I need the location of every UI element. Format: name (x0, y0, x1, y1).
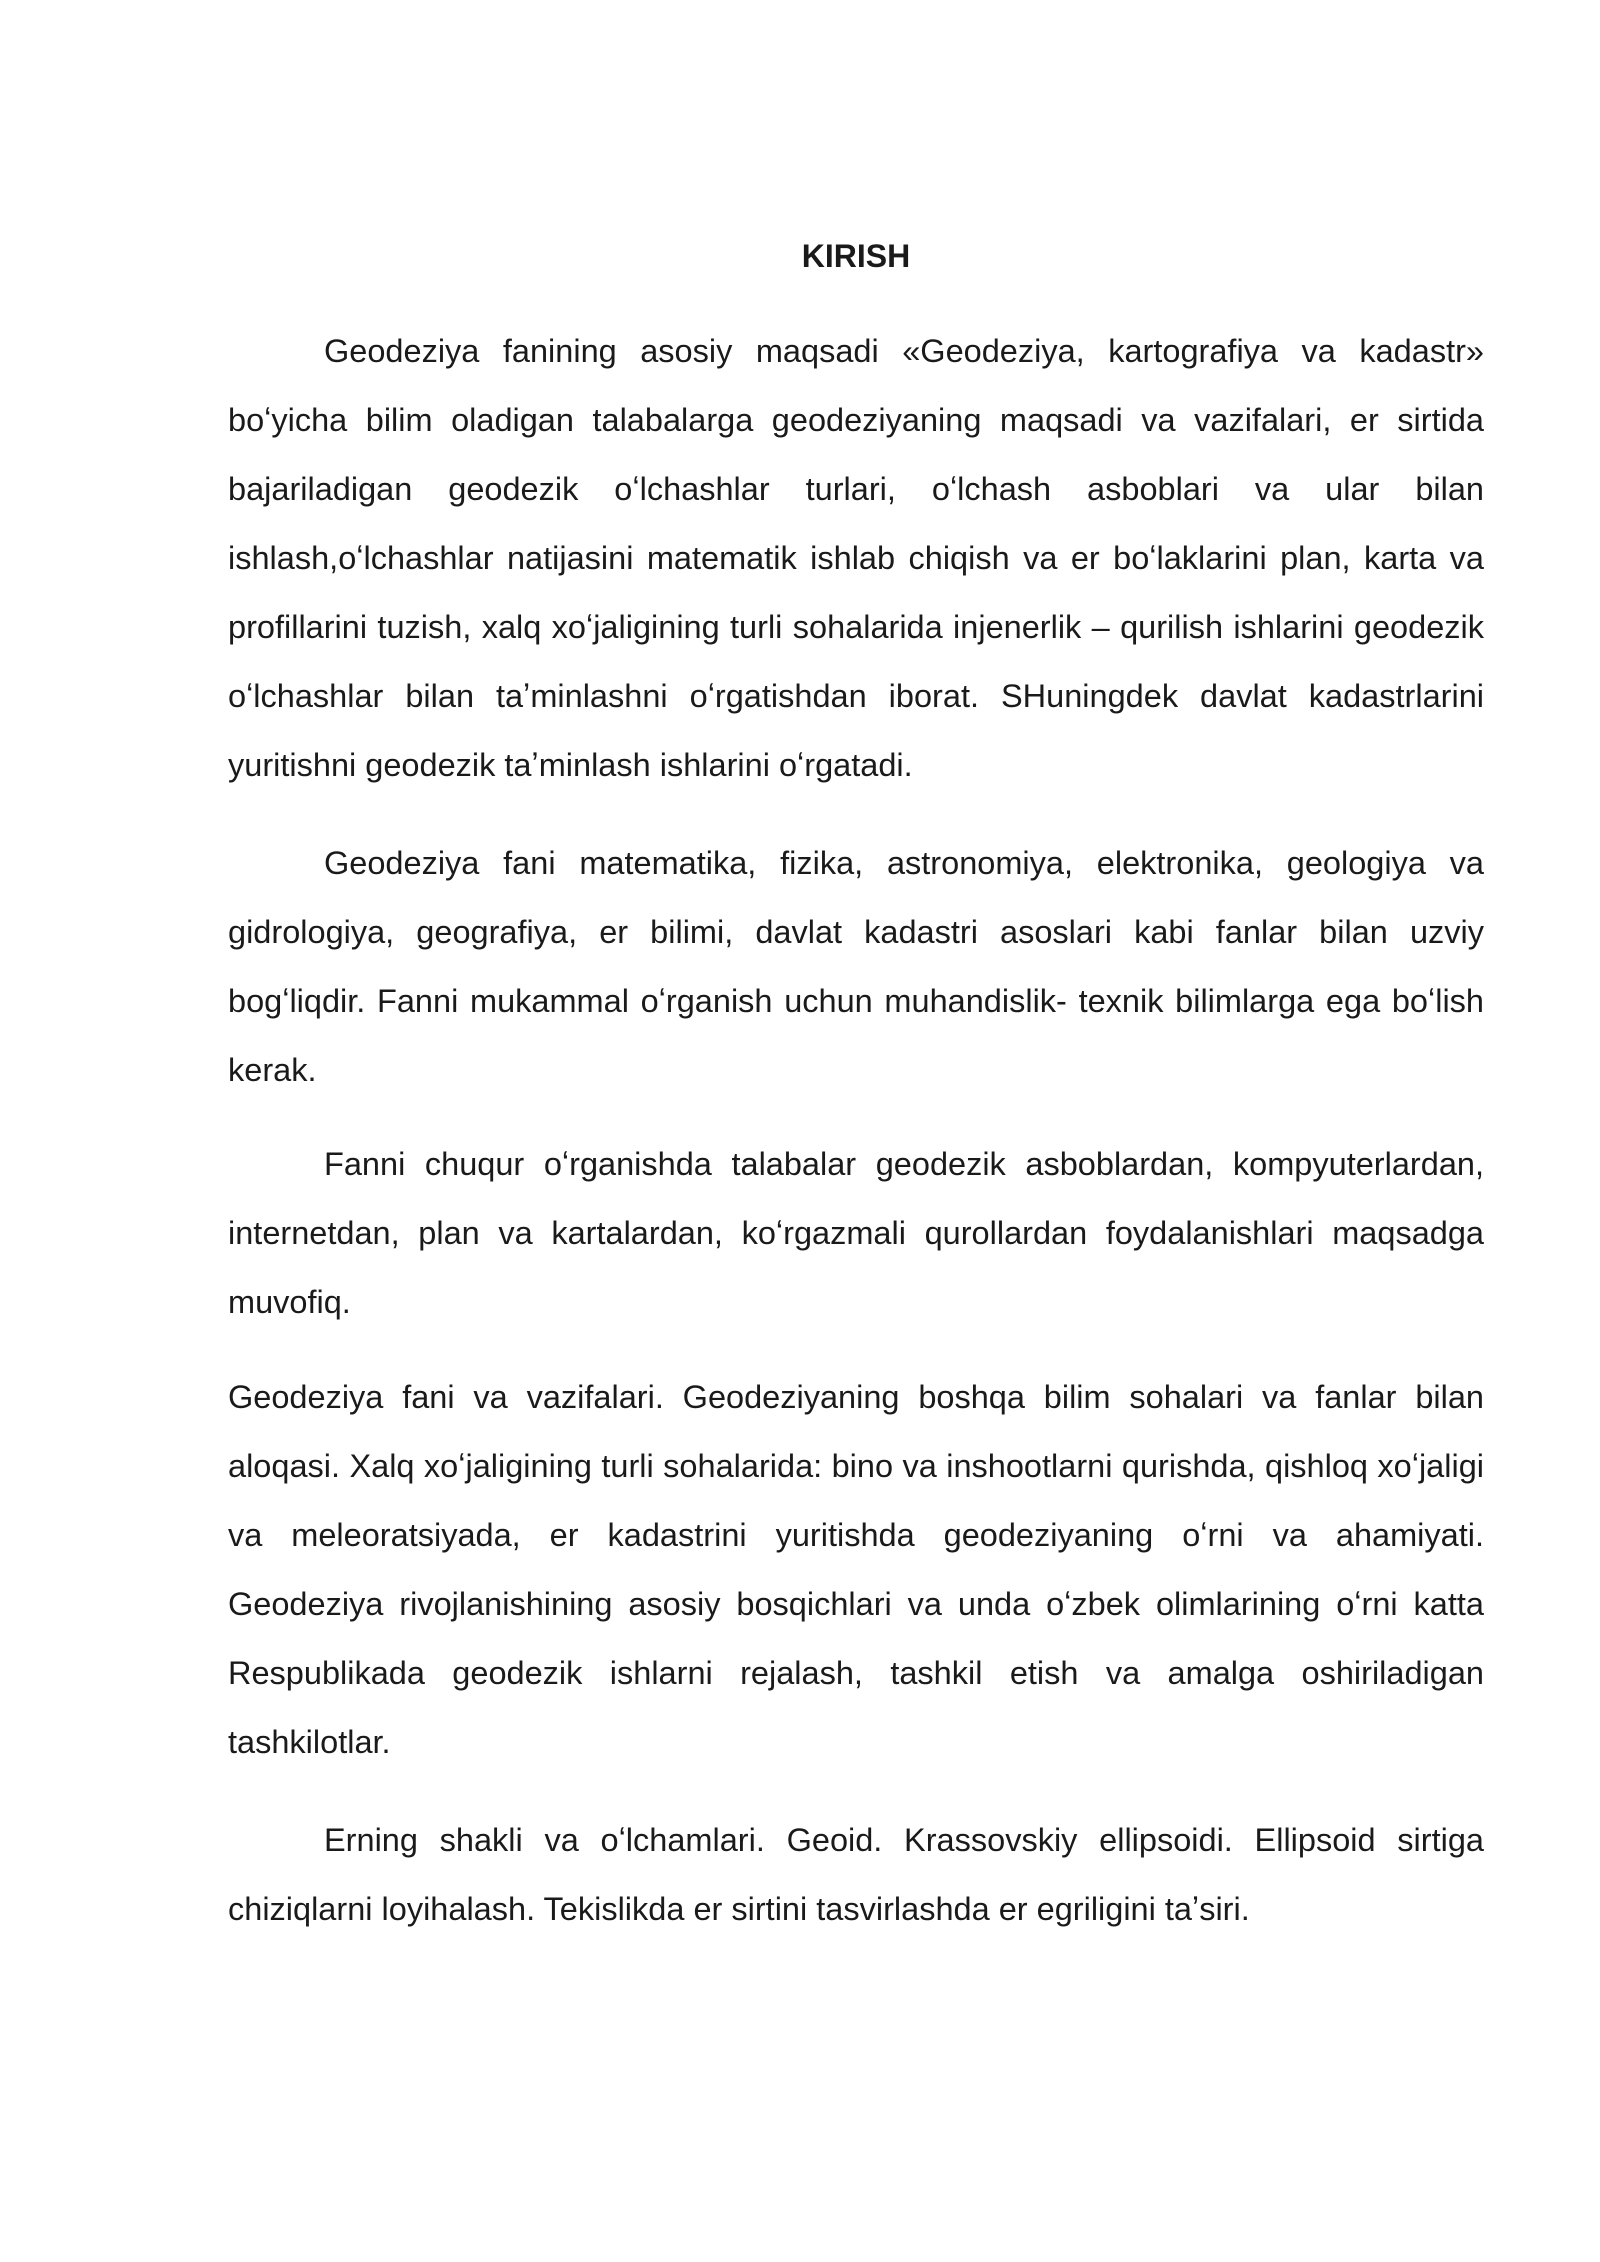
paragraph-study-tools: Fanni chuqur oʻrganishda talabalar geodezik asboblardan, kompyuterlardan, internetdan, plan va kartalardan, koʻrgazmali qurollardan foydalanishlari maqsadga muvofiq. (228, 1146, 1484, 1320)
paragraph-intro: Geodeziya fanining asosiy maqsadi «Geodeziya, kartografiya va kadastr» boʻyicha bilim oladigan talabalarga geodeziyaning maqsadi va vazifalari, er sirtida bajariladigan geodezik oʻlchashlar turlari, oʻlchash asboblari va ular bilan ishlash,oʻlchashlar natijasini matematik ishlab chiqish va er boʻlaklarini plan, karta va profillarini tuzish, xalq xoʻjaligining turli sohalarida injenerlik – qurilish ishlarini geodezik oʻlchashlar bilan taʼminlashni oʻrgatishdan iborat. SHuningdek davlat kadastrlarini yuritishni geodezik taʼminlash ishlarini oʻrgatadi. (228, 333, 1484, 783)
document-title: KIRISH (801, 238, 911, 274)
paragraph-related-sciences: Geodeziya fani matematika, fizika, astronomiya, elektronika, geologiya va gidrologiya, geografiya, er bilimi, davlat kadastri asoslari kabi fanlar bilan uzviy bogʻliqdir. Fanni mukammal oʻrganish uchun muhandislik- texnik bilimlarga ega boʻlish kerak. (228, 845, 1484, 1088)
paragraph-earth-shape: Erning shakli va oʻlchamlari. Geoid. Krassovskiy ellipsoidi. Ellipsoid sirtiga chiziqlarni loyihalash. Tekislikda er sirtini tasvirlashda er egriligini taʼsiri. (228, 1822, 1484, 1927)
paragraph-tasks: Geodeziya fani va vazifalari. Geodeziyaning boshqa bilim sohalari va fanlar bilan aloqasi. Xalq xoʻjaligining turli sohalarida: bino va inshootlarni qurishda, qishloq xoʻjaligi va meleoratsiyada, er kadastrini yuritishda geodeziyaning oʻrni va ahamiyati. Geodeziya rivojlanishining asosiy bosqichlari va unda oʻzbek olimlarining oʻrni katta Respublikada geodezik ishlarni rejalash, tashkil etish va amalga oshiriladigan tashkilotlar. (228, 1379, 1484, 1760)
